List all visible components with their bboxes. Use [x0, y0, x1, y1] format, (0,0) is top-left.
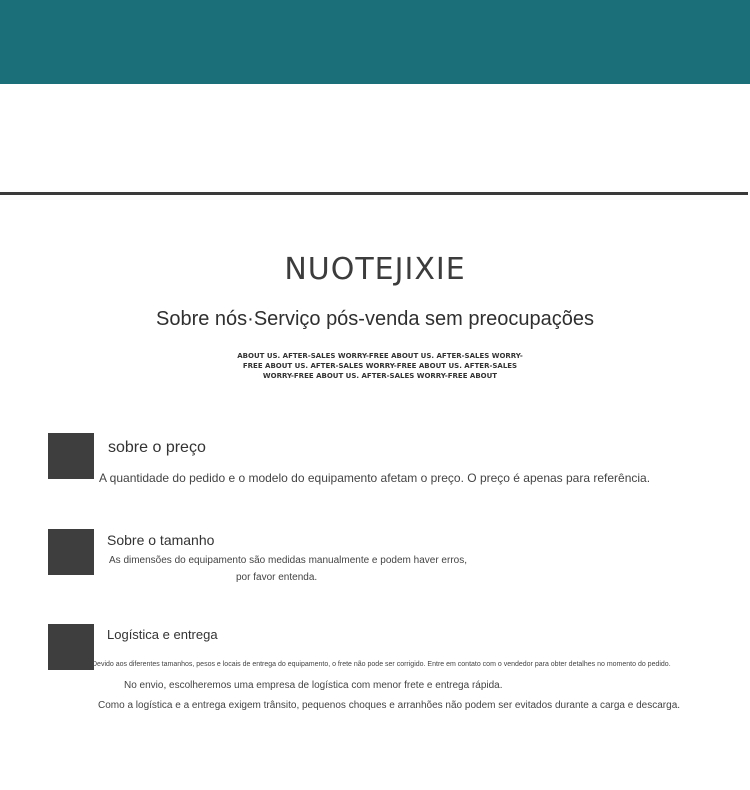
brand-title: NUOTEJIXIE — [284, 252, 466, 287]
section-text-logistics-1: Devido aos diferentes tamanhos, pesos e locais de entrega do equipamento, o frete não pode ser corrigido. Entre em contato com o vendedor para obter detalhes no momento do pedido. — [92, 661, 671, 668]
section-text-logistics-3: Como a logística e a entrega exigem trânsito, pequenos choques e arranhões não podem ser evitados durante a carga e descarga. — [98, 700, 681, 711]
section-text-size-2: por favor entenda. — [236, 572, 318, 583]
section-square-icon — [48, 529, 94, 575]
tagline: ABOUT US. AFTER-SALES WORRY-FREE ABOUT US. AFTER-SALES WORRY-FREE ABOUT US. AFTER-SALES WORRY-FREE ABOUT US. AFTER-SALES WORRY-FREE ABOUT US. AFTER-SALES WORRY-FREE ABOUT — [237, 352, 523, 380]
section-title-price: sobre o preço — [108, 439, 206, 456]
top-banner — [0, 0, 750, 84]
section-text-logistics-2: No envio, escolheremos uma empresa de logística com menor frete e entrega rápida. — [124, 680, 503, 691]
section-square-icon — [48, 433, 94, 479]
divider-line — [0, 192, 748, 195]
section-text-price: A quantidade do pedido e o modelo do equipamento afetam o preço. O preço é apenas para referência. — [99, 471, 651, 485]
page-subtitle: Sobre nós·Serviço pós-venda sem preocupações — [155, 308, 595, 330]
section-title-size: Sobre o tamanho — [107, 532, 215, 548]
section-text-size-1: As dimensões do equipamento são medidas manualmente e podem haver erros, — [109, 555, 467, 566]
section-title-logistics: Logística e entrega — [107, 627, 218, 642]
section-square-icon — [48, 624, 94, 670]
